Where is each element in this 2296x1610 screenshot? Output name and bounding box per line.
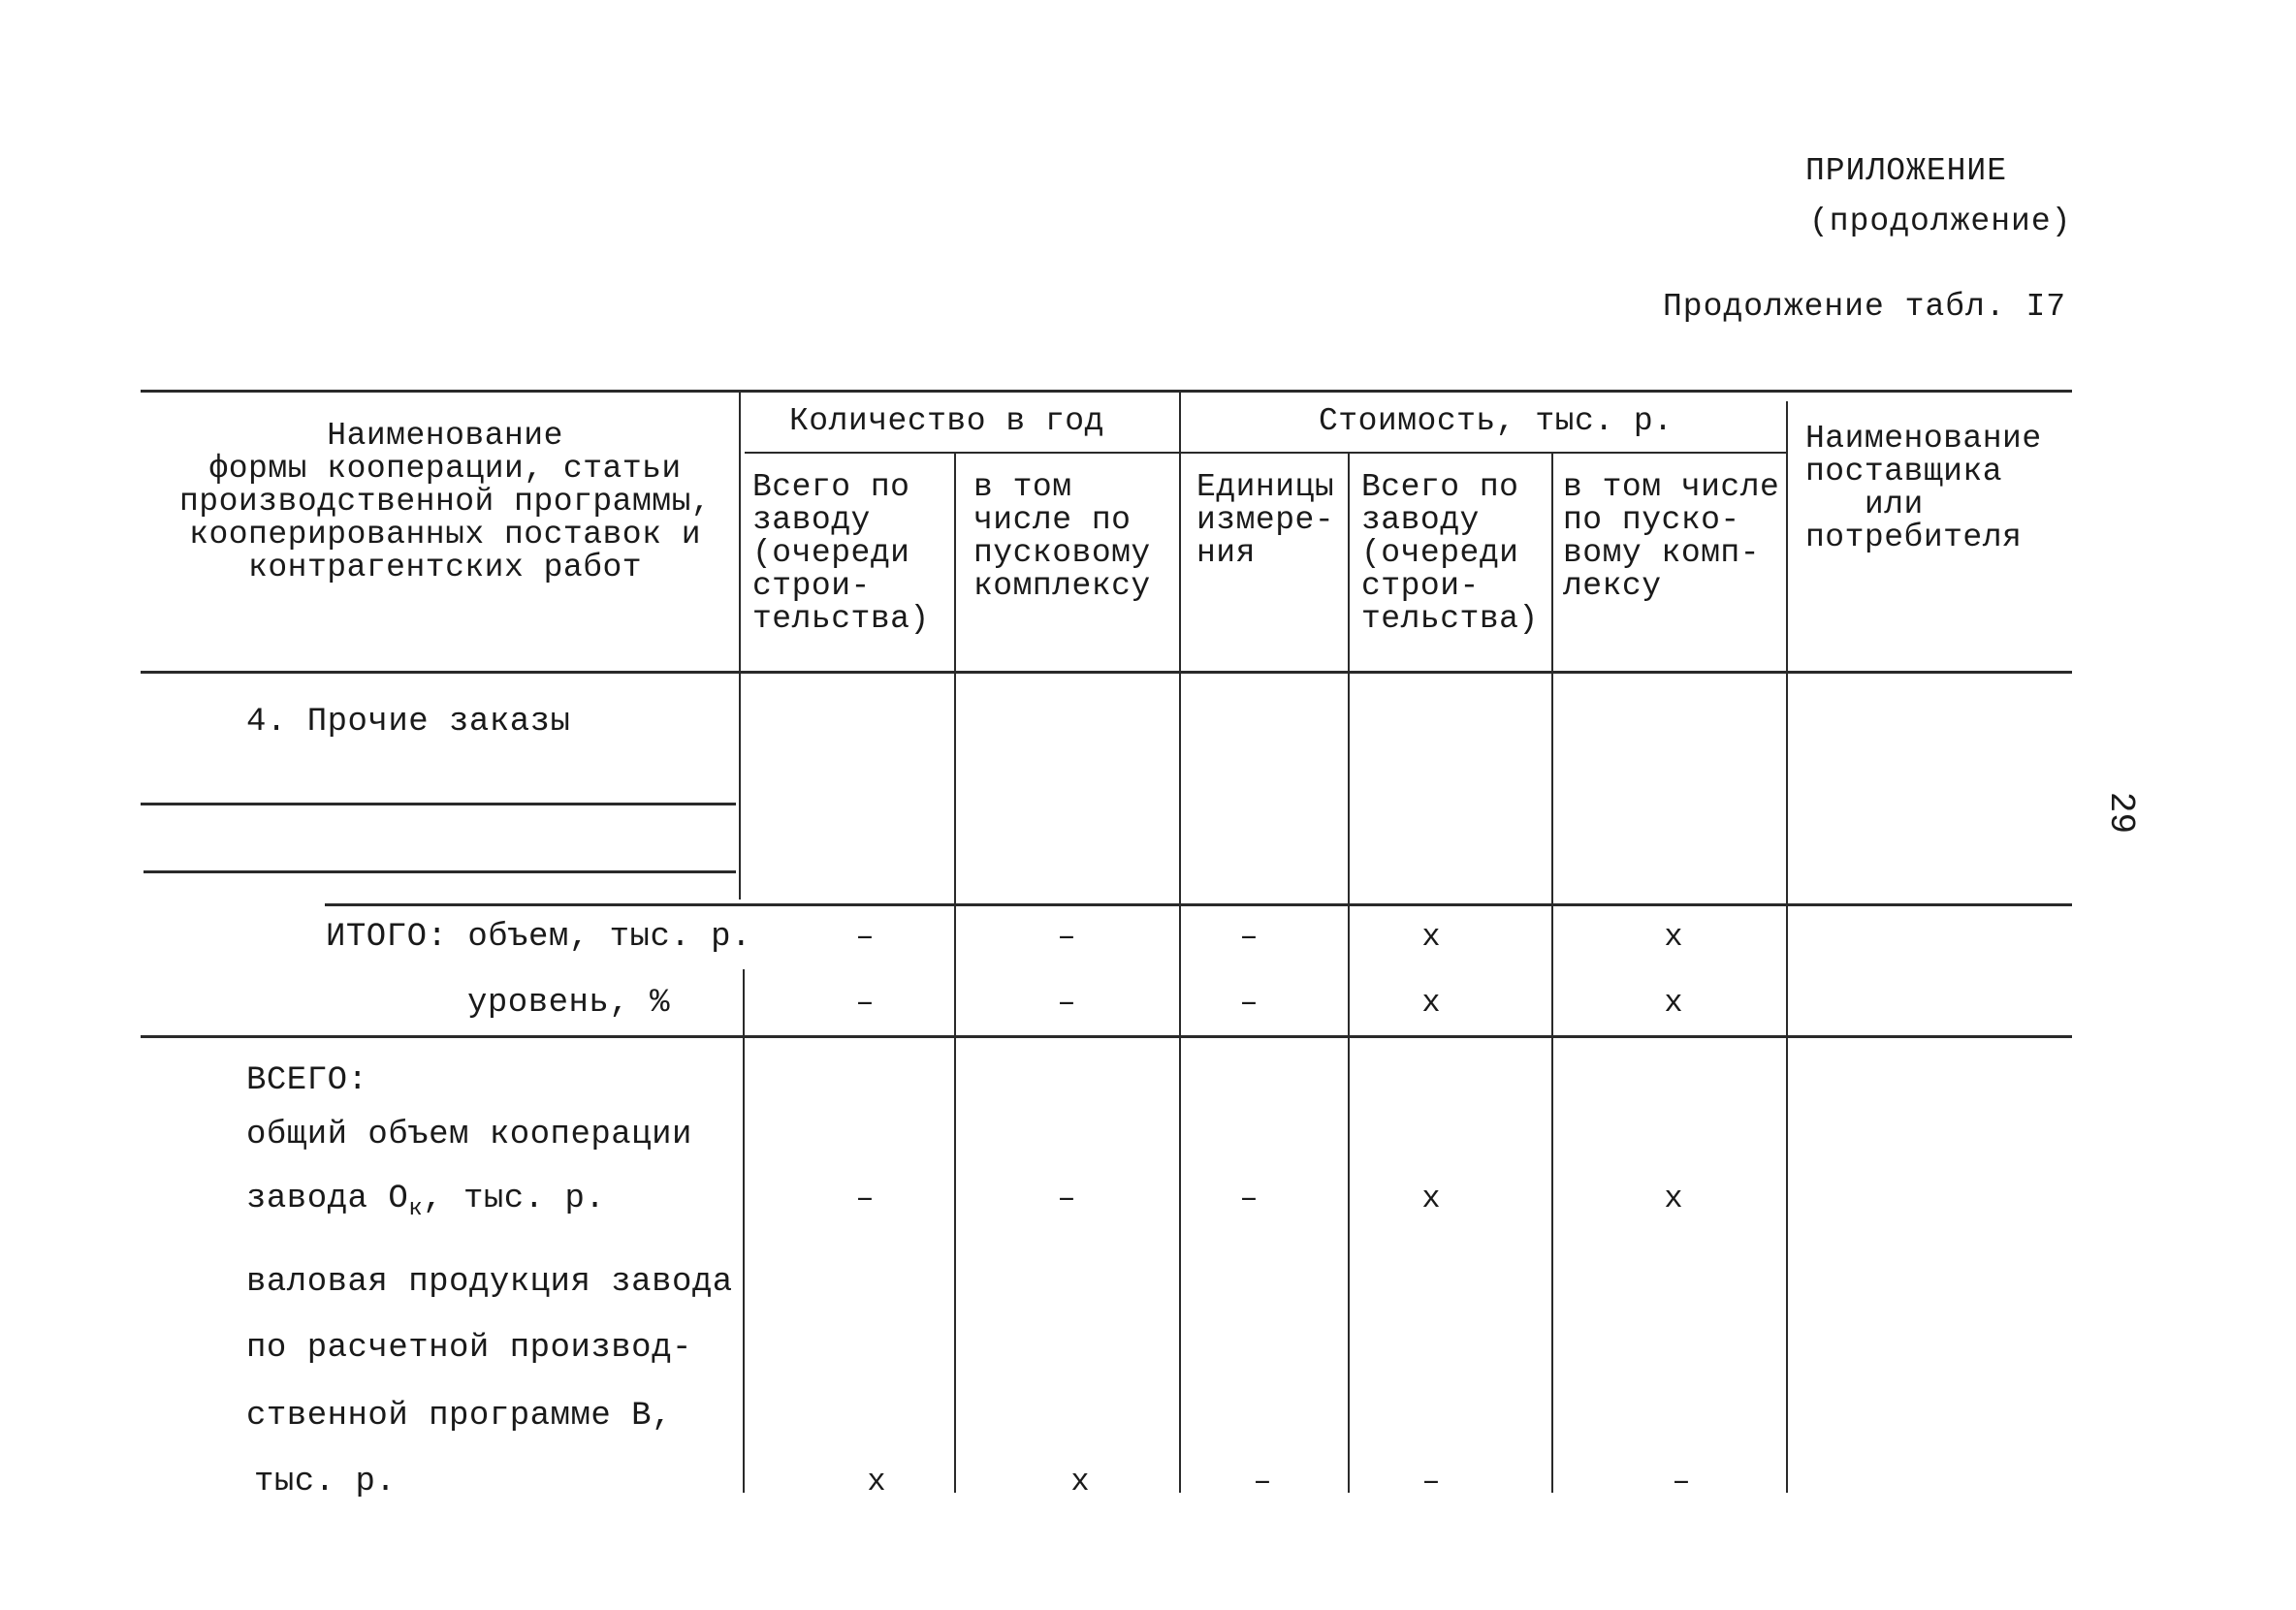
col-divider-groups	[1179, 392, 1181, 1493]
gross-unit: –	[1253, 1464, 1272, 1500]
total-volume-prefix: завода О	[246, 1181, 409, 1217]
total-volume-qty-total: –	[855, 1181, 875, 1216]
page-number: 29	[2101, 791, 2142, 835]
header-qty-total: Всего по заводу (очереди строи- тельства)	[752, 469, 930, 637]
table-continued-label: Продолжение табл. I7	[1663, 289, 2067, 325]
itogo-volume-cost-total: x	[1421, 919, 1441, 955]
row-rule-2	[144, 870, 736, 873]
itogo-volume-unit: –	[1239, 919, 1259, 955]
table-top-rule	[141, 390, 2072, 393]
total-volume-qty-launch: –	[1057, 1181, 1076, 1216]
itogo-level-qty-launch: –	[1057, 985, 1076, 1021]
itogo-level-unit: –	[1239, 985, 1259, 1021]
row-other-orders: 4. Прочие заказы	[246, 704, 571, 741]
itogo-level-qty-total: –	[855, 985, 875, 1021]
vsego-top-rule	[141, 1035, 2072, 1038]
row-gross-line4: тыс. р.	[254, 1464, 397, 1500]
col-divider-name-lower	[743, 969, 745, 1493]
itogo-level-cost-total: x	[1421, 985, 1441, 1021]
gross-cost-total: –	[1421, 1464, 1441, 1500]
total-volume-unit: –	[1239, 1181, 1259, 1216]
appendix-continued: (продолжение)	[1809, 204, 2072, 239]
total-volume-subscript: к	[408, 1195, 424, 1222]
col-divider-name	[739, 392, 741, 900]
itogo-top-rule	[325, 903, 2072, 906]
row-vsego: ВСЕГО:	[246, 1062, 368, 1099]
gross-qty-launch: x	[1070, 1464, 1090, 1500]
row-total-volume-line1: общий объем кооперации	[246, 1117, 692, 1153]
col-divider-unit	[1348, 454, 1350, 1493]
col-divider-qty	[954, 454, 956, 1493]
header-bottom-rule	[141, 671, 2072, 674]
group-header-rule	[745, 452, 1787, 454]
header-unit: Единицы измере- ния	[1196, 469, 1335, 571]
itogo-level-cost-launch: x	[1664, 985, 1683, 1021]
header-cost-total: Всего по заводу (очереди строи- тельства)	[1361, 469, 1539, 637]
row-gross-line2: по расчетной производ-	[246, 1330, 692, 1367]
gross-qty-total: x	[867, 1464, 886, 1500]
col-divider-supplier	[1786, 401, 1788, 1493]
header-qty-group: Количество в год	[789, 403, 1104, 439]
appendix-title: ПРИЛОЖЕНИЕ	[1805, 153, 2008, 189]
row-total-volume-line2	[246, 1181, 605, 1222]
row-rule-1	[141, 803, 736, 805]
total-volume-cost-total: x	[1421, 1181, 1441, 1216]
header-qty-launch: в том числе по пусковому комплексу	[973, 469, 1151, 604]
itogo-volume-qty-total: –	[855, 919, 875, 955]
itogo-volume-qty-launch: –	[1057, 919, 1076, 955]
header-cost-launch: в том числе по пуско- вому комп- лексу	[1563, 469, 1780, 604]
header-supplier: Наименование поставщика или потребителя	[1805, 421, 2042, 555]
header-name-column: Наименование формы кооперации, статьи производственной программы, кооперированных поставок и контрагентских работ	[179, 418, 712, 585]
col-divider-cost	[1551, 454, 1553, 1493]
total-volume-suffix: , тыс. р.	[423, 1181, 606, 1217]
gross-cost-launch: –	[1672, 1464, 1691, 1500]
total-volume-cost-launch: x	[1664, 1181, 1683, 1216]
header-cost-group: Стоимость, тыс. р.	[1319, 403, 1674, 439]
row-itogo-level: уровень, %	[467, 985, 671, 1022]
row-itogo-volume: ИТОГО: объем, тыс. р.	[326, 919, 751, 956]
row-gross-line3: ственной программе В,	[246, 1398, 672, 1435]
itogo-volume-cost-launch: x	[1664, 919, 1683, 955]
row-gross-line1: валовая продукция завода	[246, 1264, 733, 1301]
